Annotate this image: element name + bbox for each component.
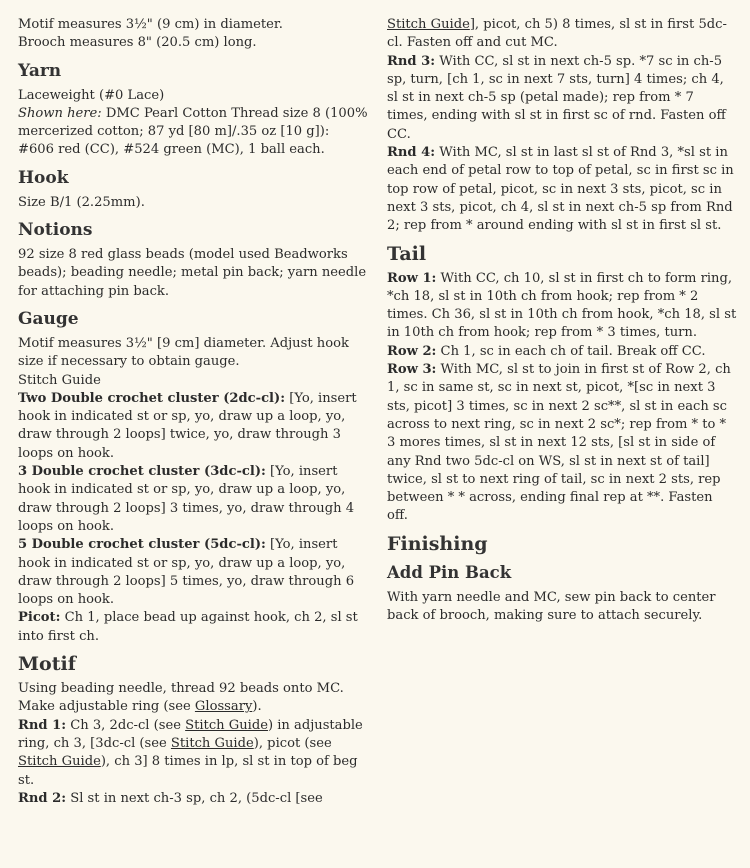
brooch-size: Brooch measures 8" (20.5 cm) long.: [18, 35, 257, 51]
motif-rnd-3: Rnd 3: With CC, sl st in next ch-5 sp. *7 sc in ch-5 sp, turn, [ch 1, sc in next 7 sts, turn] 4 times; ch 4, sl st in next ch-5 sp (petal made); rep from * 7 times, ending with sl st in first sc of rnd. Fasten off CC.: [387, 53, 726, 142]
motif-rnd-1: Rnd 1: Ch 3, 2dc-cl (see Stitch Guide) in adjustable ring, ch 3, [3dc-cl (see Stitch Guide), picot (see Stitch Guide), ch 3] 8 times in lp, sl st in top of beg st.: [18, 717, 363, 788]
stitch-2dc-cl: Two Double crochet cluster (2dc-cl): [Yo, insert hook in indicated st or sp, yo, draw up a loop, yo, draw through 2 loops] twice, yo, draw through 3 loops on hook.: [18, 390, 357, 461]
gauge-text: Motif measures 3½" [9 cm] diameter. Adjust hook size if necessary to obtain gauge.: [18, 335, 349, 370]
tail-row-3: Row 3: With MC, sl st to join in first st of Row 2, ch 1, sc in same st, sc in next st, picot, *[sc in next 3 sts, picot] 3 times, sc in next 2 sc**, sl st in each sc across to next ring, sc in next 2 sc*; rep from * to * 3 mores times, sl st in next 12 sts, [sl st in side of any Rnd two 5dc-cl on WS, sl st in next st of tail] twice, sl st to next ring of tail, sc in next 2 sts, rep between * * across, ending final rep at **. Fasten off.: [387, 362, 731, 524]
motif-size: Motif measures 3½" (9 cm) in diameter.: [18, 17, 283, 32]
stitch-guide-link[interactable]: Stitch Guide: [185, 717, 268, 733]
stitch-5dc-cl: 5 Double crochet cluster (5dc-cl): [Yo, insert hook in indicated st or sp, yo, draw up a loop, yo, draw through 2 loops] 5 times, yo, draw through 6 loops on hook.: [18, 537, 355, 608]
motif-rnd-4: Rnd 4: With MC, sl st in last sl st of Rnd 3, *sl st in each end of petal row to top of petal, sc in first sc in top row of petal, picot, sc in next 3 sts, picot, sc in next 3 sts, picot, ch 4, sl st in next ch-5 sp from Rnd 2; rep from * around ending with sl st in first sl st.: [387, 145, 734, 234]
motif-intro: Using beading needle, thread 92 beads onto MC. Make adjustable ring (see Glossary).: [18, 681, 344, 715]
yarn-heading: Yarn: [18, 60, 62, 81]
hook-heading: Hook: [18, 167, 69, 188]
stitch-guide-link[interactable]: Stitch Guide: [170, 735, 254, 751]
hook-size: Size B/1 (2.25mm).: [18, 194, 145, 210]
stitch-3dc-cl: 3 Double crochet cluster (3dc-cl): [Yo, insert hook in indicated st or sp, yo, draw up a loop, yo, draw through 2 loops] 3 times, yo, draw through 4 loops on hook.: [18, 464, 355, 534]
stitch-guide-link[interactable]: Stitch Guide: [387, 17, 470, 32]
stitch-picot: Picot: Ch 1, place bead up against hook, ch 2, sl st into first ch.: [18, 610, 358, 644]
yarn-weight: Laceweight (#0 Lace): [18, 87, 165, 103]
notions-heading: Notions: [18, 220, 93, 241]
motif-heading: Motif: [18, 653, 76, 676]
right-column: [387, 16, 737, 625]
motif-rnd-2-start: Rnd 2: Sl st in next ch-3 sp, ch 2, (5dc-cl [see: [18, 790, 323, 806]
left-column: [18, 16, 368, 808]
gauge-heading: Gauge: [18, 308, 79, 329]
finishing-heading: Finishing: [387, 532, 488, 555]
stitch-guide-link[interactable]: Stitch Guide: [18, 754, 101, 770]
pin-back-heading: Add Pin Back: [387, 562, 512, 582]
notions-text: 92 size 8 red glass beads (model used Beadworks beads); beading needle; metal pin back; yarn needle for attaching pin back.: [18, 247, 367, 299]
tail-heading: Tail: [387, 242, 427, 265]
tail-row-2: Row 2: Ch 1, sc in each ch of tail. Break off CC.: [387, 343, 706, 359]
pin-back-text: With yarn needle and MC, sew pin back to center back of brooch, making sure to attach securely.: [387, 589, 716, 624]
tail-row-1: Row 1: With CC, ch 10, sl st in first ch to form ring, *ch 18, sl st in 10th ch from hook; rep from * 2 times. Ch 36, sl st in 10th ch from hook, *ch 18, sl st in 10th ch from hook; rep from * 3 times, turn.: [387, 270, 737, 341]
shown-here-label: Shown here:: [18, 105, 102, 121]
stitch-guide-label: Stitch Guide: [18, 372, 101, 388]
motif-rnd-2-end: Stitch Guide], picot, ch 5) 8 times, sl st in first 5dc-cl. Fasten off and cut MC.: [387, 17, 727, 51]
yarn-shown-here: Shown here: DMC Pearl Cotton Thread size 8 (100% mercerized cotton; 87 yd [80 m]/.35 oz [10 g]): #606 red (CC), #524 green (MC), 1 ball each.: [18, 105, 368, 158]
glossary-link[interactable]: Glossary: [194, 699, 253, 715]
